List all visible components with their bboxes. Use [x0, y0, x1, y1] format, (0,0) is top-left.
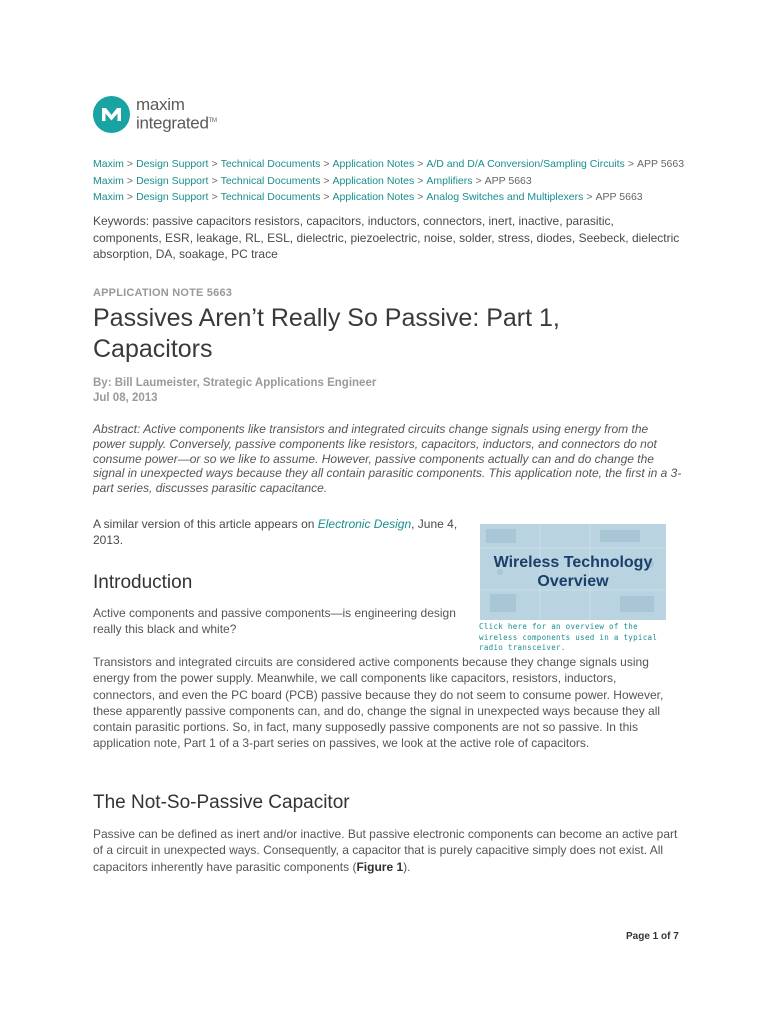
page-number: Page 1 of 7: [626, 931, 679, 942]
breadcrumb-current: APP 5663: [636, 158, 685, 170]
breadcrumb-current: APP 5663: [595, 191, 643, 203]
maxim-logo-icon: [93, 96, 130, 133]
logo-word-integrated: integrated: [136, 113, 209, 133]
breadcrumb-separator: >: [323, 191, 330, 203]
breadcrumb-separator: >: [211, 174, 218, 187]
wireless-technology-ad[interactable]: [480, 524, 666, 620]
breadcrumb-link[interactable]: Analog Switches and Multiplexers: [426, 191, 584, 203]
figure-1-ref[interactable]: Figure 1: [356, 859, 404, 874]
introduction-heading: Introduction: [93, 572, 193, 593]
breadcrumb-separator: >: [475, 174, 482, 187]
ad-line1: Wireless Technology: [493, 554, 653, 571]
intro-paragraph-2: Transistors and integrated circuits are considered active components because they change signals using energy from the power supply. Meanwhile, we call components like capacitors, resistors, inductors, connectors, and even the PC board (PCB) passive because they do not seem to consume power. However, these apparently passive components can, and do, change the signal in unexpected ways because they all contain parasitic portions. So, in fact, many supposedly passive components are not so passive. In this application note, Part 1 of a 3-part series on passives, we look at the active role of capacitors.: [93, 655, 664, 751]
breadcrumb-link[interactable]: Design Support: [136, 174, 209, 187]
breadcrumb-line: [93, 156, 684, 173]
breadcrumb-link[interactable]: Application Notes: [332, 158, 415, 170]
page-title: Passives Aren’t Really So Passive: Part 1, Capacitors: [93, 304, 560, 363]
breadcrumb-separator: >: [417, 158, 424, 170]
breadcrumb-separator: >: [417, 174, 424, 187]
breadcrumb-link[interactable]: A/D and D/A Conversion/Sampling Circuits: [426, 158, 625, 170]
breadcrumbs: [93, 156, 684, 206]
breadcrumb-line: [93, 173, 684, 190]
breadcrumb-separator: >: [323, 174, 330, 187]
breadcrumb-separator: >: [417, 191, 424, 203]
section2-end: ).: [403, 859, 411, 874]
breadcrumb-link[interactable]: Technical Documents: [220, 174, 321, 187]
breadcrumb-line: [93, 189, 684, 206]
similar-version-note: [93, 516, 463, 548]
breadcrumb-link[interactable]: Amplifiers: [426, 174, 473, 187]
breadcrumb-link[interactable]: Maxim: [93, 191, 124, 203]
breadcrumb-link[interactable]: Maxim: [93, 158, 124, 170]
breadcrumb-link[interactable]: Technical Documents: [220, 191, 321, 203]
breadcrumb-separator: >: [126, 191, 134, 203]
breadcrumb-separator: >: [586, 191, 593, 203]
maxim-logo[interactable]: [93, 96, 217, 133]
section2-paragraph-1: [93, 826, 679, 875]
breadcrumb-current: APP 5663: [484, 174, 532, 187]
breadcrumb-separator: >: [323, 158, 330, 170]
ad-text: [480, 553, 666, 591]
breadcrumb-link[interactable]: Application Notes: [332, 191, 415, 203]
similar-before: A similar version of this article appears on: [93, 517, 318, 531]
ad-line2: Overview: [537, 573, 609, 590]
logo-word-maxim: maxim: [136, 95, 185, 115]
breadcrumb-separator: >: [126, 174, 134, 187]
abstract: Abstract: Active components like transistors and integrated circuits change signals using energy from the power supply. Conversely, passive components like resistors, capacitors, inductors, and connectors do not consume power—or so we like to assume. However, passive components actually can and do change the signal in unexpected ways because they all contain parasitic components. This application note, the first in a 3-part series, discusses parasitic capacitance.: [93, 422, 682, 496]
breadcrumb-separator: >: [211, 191, 218, 203]
breadcrumb-separator: >: [627, 158, 634, 170]
breadcrumb-link[interactable]: Design Support: [136, 158, 209, 170]
author: By: Bill Laumeister, Strategic Applications Engineer: [93, 377, 377, 389]
breadcrumb-link[interactable]: Maxim: [93, 174, 124, 187]
byline: [93, 376, 376, 406]
logo-wordmark: [136, 97, 217, 132]
electronic-design-link[interactable]: Electronic Design: [317, 517, 412, 531]
similar-after: , June 4, 2013.: [93, 517, 458, 547]
not-so-passive-heading: The Not-So-Passive Capacitor: [93, 792, 350, 813]
keywords: Keywords: passive capacitors resistors, capacitors, inductors, connectors, inert, inactive, parasitic, components, ESR, leakage, RL, ESL, dielectric, piezoelectric, noise, solder, stress, diodes, Seebeck, dielectric absorption, DA, soakage, PC trace: [93, 214, 680, 261]
breadcrumb-link[interactable]: Technical Documents: [220, 158, 321, 170]
ad-caption-link[interactable]: Click here for an overview of the wireless components used in a typical radio transceiver.: [479, 622, 658, 652]
breadcrumb-separator: >: [211, 158, 218, 170]
logo-tm: TM: [208, 118, 217, 125]
section2-text: Passive can be defined as inert and/or inactive. But passive electronic components can become an active part of a circuit in unexpected ways. Consequently, a capacitor that is purely capacitive simply does not exist. All capacitors inherently have parasitic components (: [93, 827, 678, 874]
app-note-label: APPLICATION NOTE 5663: [93, 287, 233, 299]
intro-paragraph-1: Active components and passive components—is engineering design really this black and white?: [93, 606, 456, 637]
breadcrumb-link[interactable]: Design Support: [136, 191, 209, 203]
publish-date: Jul 08, 2013: [93, 392, 158, 404]
breadcrumb-link[interactable]: Application Notes: [332, 174, 415, 187]
breadcrumb-separator: >: [126, 158, 134, 170]
